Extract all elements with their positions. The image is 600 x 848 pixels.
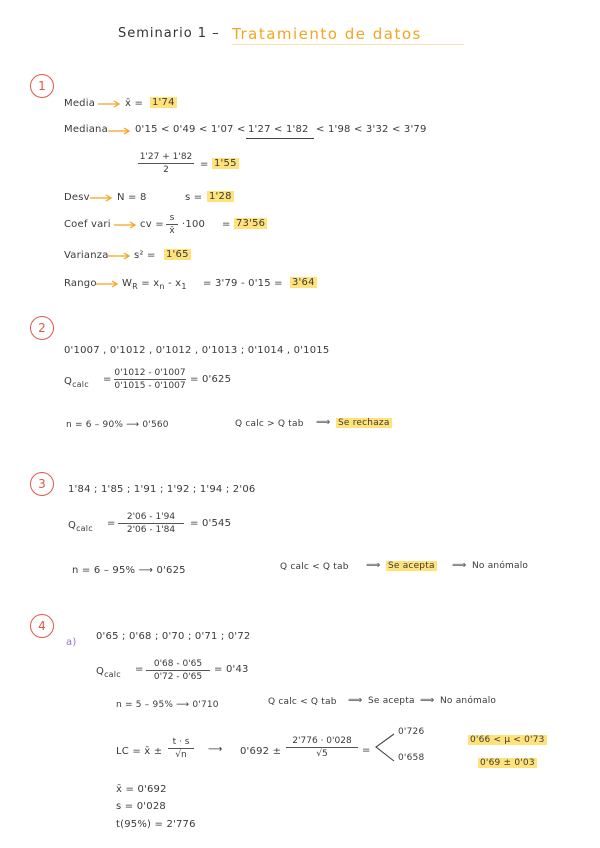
implies-icon: ⟹ (316, 417, 331, 428)
coef-fraction (166, 213, 178, 236)
s4-verdict: Se acepta (368, 696, 415, 706)
branch-icon (374, 733, 396, 763)
varianza-label: Varianza (64, 250, 109, 261)
section-number-4: 4 (30, 614, 54, 638)
fraction-numerator: s (169, 213, 175, 223)
arrow-icon (90, 194, 114, 202)
coef-eq: = (222, 219, 231, 230)
section-number-3: 3 (30, 472, 54, 496)
s4-s: s = 0'028 (116, 801, 166, 812)
mediana-value: 1'55 (214, 158, 237, 169)
mediana-label: Mediana (64, 124, 108, 135)
s2-data: 0'1007 , 0'1012 , 0'1012 , 0'1013 ; 0'1014 , 0'1015 (64, 345, 330, 356)
mediana-values-a: 0'15 < 0'49 < 1'07 < (135, 124, 246, 135)
implies-icon: ⟹ (348, 695, 363, 706)
s3-n-line: n = 6 – 95% ⟶ 0'625 (72, 565, 186, 576)
s3-comparison: Q calc < Q tab (280, 562, 349, 572)
s2-q-label: $Q_{calc}$ (64, 376, 89, 389)
s4-xbar: x̄ = 0'692 (116, 784, 167, 795)
mediana-eq: = (200, 159, 209, 170)
s4-range2: 0'69 ± 0'03 (480, 758, 535, 768)
desv-value: 1'28 (209, 191, 232, 202)
mediana-underline (246, 138, 314, 139)
title-underline (232, 44, 464, 45)
fraction-denominator: √5 (316, 749, 328, 759)
s4-lc-fraction2 (286, 736, 358, 759)
s4-lc-value: 0'692 ± (240, 746, 282, 757)
rango-value: 3'64 (292, 277, 315, 288)
arrow-icon (114, 221, 138, 229)
s2-q-fraction (114, 368, 186, 391)
s4-q-eq: = (135, 664, 144, 675)
s4-lc-fraction (168, 737, 194, 760)
fraction-denominator: x̄ (169, 226, 175, 236)
arrow-icon (98, 100, 122, 108)
desv-label: Desv (64, 192, 90, 203)
fraction-denominator: √n (175, 750, 187, 760)
varianza-expr: s² = (134, 250, 156, 261)
s3-q-result: = 0'545 (190, 518, 232, 529)
fraction-denominator: 2 (163, 165, 169, 175)
s4-q-label: $Q_{calc}$ (96, 666, 121, 679)
s4-part-a: a) (66, 637, 77, 648)
s2-n-line: n = 6 – 90% ⟶ 0'560 (66, 420, 169, 430)
coef-label: Coef vari (64, 219, 111, 230)
implies-icon: ⟹ (420, 695, 435, 706)
coef-value: 73'56 (236, 218, 266, 229)
rango-calc: = 3'79 - 0'15 = (203, 278, 283, 289)
coef-mult: ·100 (182, 219, 206, 230)
arrow-icon (96, 280, 120, 288)
fraction-numerator: t · s (172, 737, 190, 747)
arrow-icon: ⟶ (208, 744, 223, 755)
s4-extra: No anómalo (440, 696, 497, 706)
s4-q-result: = 0'43 (214, 664, 249, 675)
media-value: 1'74 (152, 97, 175, 108)
title-part2: Tratamiento de datos (232, 25, 422, 43)
media-label: Media (64, 98, 96, 109)
s3-q-eq: = (107, 518, 116, 529)
arrow-icon (108, 252, 132, 260)
fraction-numerator: 2'06 - 1'94 (126, 512, 176, 522)
s2-q-eq: = (103, 374, 112, 385)
s2-comparison: Q calc > Q tab (235, 419, 304, 429)
fraction-numerator: 2'776 · 0'028 (292, 736, 352, 746)
s4-lc-eq: = (362, 745, 371, 756)
fraction-denominator: 0'72 - 0'65 (153, 672, 203, 682)
mediana-values-middle: 1'27 < 1'82 (248, 124, 309, 135)
fraction-numerator: 1'27 + 1'82 (139, 152, 193, 162)
title-part1: Seminario 1 – (118, 26, 220, 41)
fraction-denominator: 0'1015 - 0'1007 (114, 381, 186, 391)
arrow-icon (108, 127, 132, 135)
section-number-1: 1 (30, 74, 54, 98)
s4-comparison: Q calc < Q tab (268, 697, 337, 707)
s4-q-fraction (146, 659, 210, 682)
s4-range1: 0'66 < μ < 0'73 (470, 735, 545, 745)
s3-data: 1'84 ; 1'85 ; 1'91 ; 1'92 ; 1'94 ; 2'06 (68, 484, 256, 495)
rango-label: Rango (64, 278, 97, 289)
fraction-denominator: 2'06 - 1'84 (126, 525, 176, 535)
s2-q-result: = 0'625 (190, 374, 232, 385)
implies-icon: ⟹ (452, 560, 467, 571)
s4-upper: 0'726 (398, 727, 425, 737)
fraction-numerator: 0'68 - 0'65 (153, 659, 203, 669)
s3-verdict: Se acepta (388, 561, 435, 571)
s3-q-fraction (118, 512, 184, 535)
varianza-value: 1'65 (166, 249, 189, 260)
s4-lc-label: LC = x̄ ± (116, 746, 163, 757)
coef-cv: cv = (140, 219, 164, 230)
section-number-2: 2 (30, 316, 54, 340)
rango-expression: $W_R = x_n - x_1$ (122, 278, 187, 291)
mediana-fraction (138, 152, 194, 175)
s3-q-label: $Q_{calc}$ (68, 520, 93, 533)
implies-icon: ⟹ (366, 560, 381, 571)
fraction-numerator: 0'1012 - 0'1007 (114, 368, 186, 378)
s4-n-line: n = 5 – 95% ⟶ 0'710 (116, 700, 219, 710)
s4-t: t(95%) = 2'776 (116, 819, 196, 830)
media-expr: x̄ = (125, 98, 144, 109)
s4-lower: 0'658 (398, 753, 425, 763)
desv-s: s = (185, 192, 203, 203)
s2-verdict: Se rechaza (338, 418, 390, 428)
s3-extra: No anómalo (472, 561, 529, 571)
desv-n: N = 8 (117, 192, 147, 203)
s4-data: 0'65 ; 0'68 ; 0'70 ; 0'71 ; 0'72 (96, 631, 251, 642)
mediana-values-c: < 1'98 < 3'32 < 3'79 (316, 124, 427, 135)
